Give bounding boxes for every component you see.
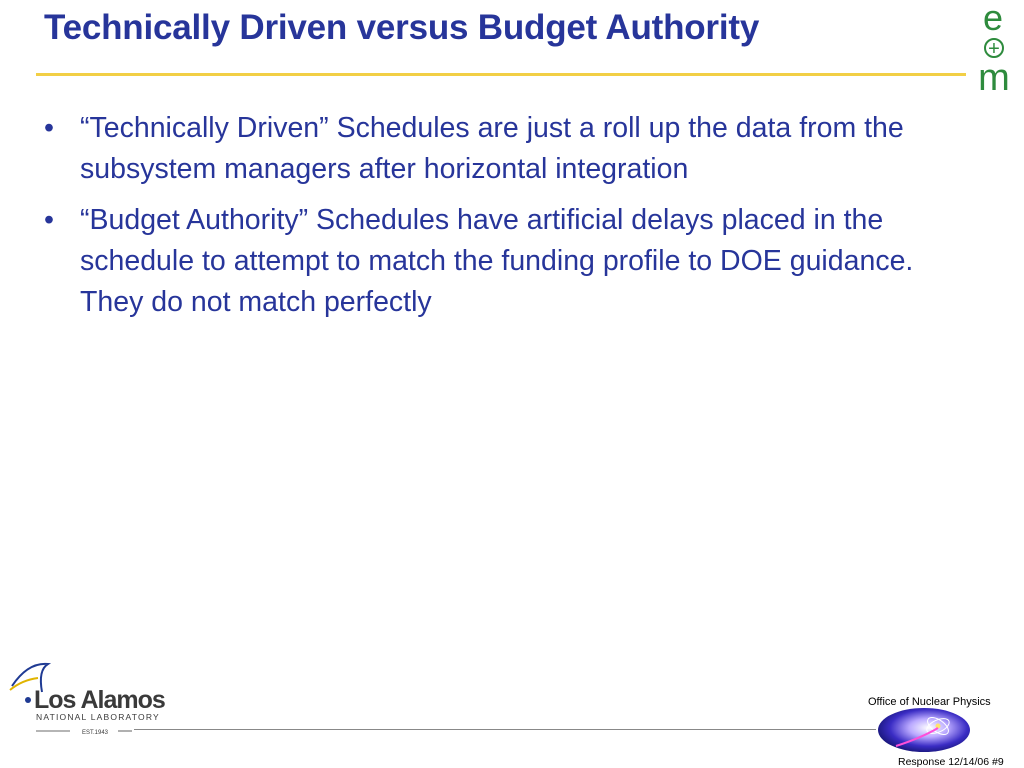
nuclear-physics-logo (876, 708, 986, 754)
slide-title: Technically Driven versus Budget Authority (44, 8, 760, 47)
lanl-name: Los Alamos (34, 686, 165, 714)
slide-reference: Response 12/14/06 #9 (898, 756, 1004, 768)
title-divider (36, 73, 966, 76)
eqm-logo (966, 0, 1020, 98)
bullet-list (44, 108, 964, 333)
eqm-letter-plus: + (988, 38, 1000, 60)
bullet-mark: • (44, 112, 54, 144)
bullet-text: “Technically Driven” Schedules are just a roll up the data from the subsystem managers after horizontal integration (80, 112, 904, 185)
office-of-nuclear-physics-label: Office of Nuclear Physics (868, 696, 991, 708)
footer-divider (134, 729, 876, 730)
bullet-text: “Budget Authority” Schedules have artificial delays placed in the schedule to attempt to match the funding profile to DOE guidance. They do not match perfectly (80, 204, 914, 318)
np-nucleus (936, 724, 941, 729)
los-alamos-logo (8, 656, 178, 736)
bullet-item-1 (44, 108, 964, 190)
bullet-mark: • (44, 204, 54, 236)
eqm-letter-m: m (978, 57, 1010, 98)
eqm-letter-e: e (982, 0, 1004, 38)
np-globe (878, 708, 970, 752)
lanl-est: EST.1943 (82, 730, 109, 736)
lanl-subtitle: NATIONAL LABORATORY (36, 712, 160, 722)
bullet-item-2 (44, 200, 964, 323)
lanl-dot-icon (25, 697, 31, 703)
